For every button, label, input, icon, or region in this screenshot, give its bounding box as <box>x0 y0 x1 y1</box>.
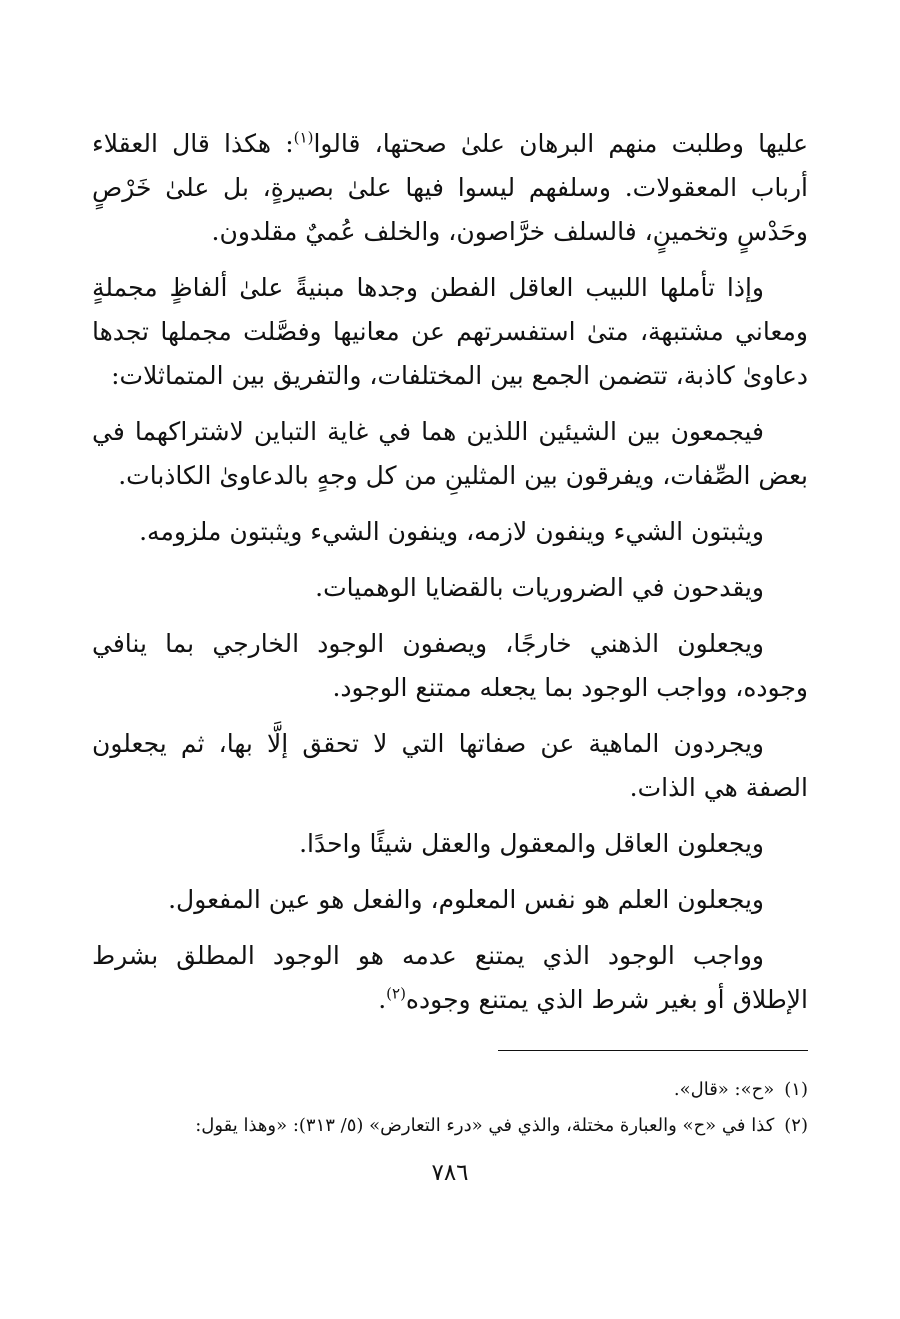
footnote-number: (٢) <box>784 1115 808 1136</box>
paragraph <box>92 266 808 398</box>
paragraph <box>92 722 808 810</box>
paragraph-text: ويقدحون في الضروريات بالقضايا الوهميات. <box>315 573 764 602</box>
paragraph <box>92 822 808 866</box>
paragraph-text: ويثبتون الشيء وينفون لازمه، وينفون الشيء ويثبتون ملزومه. <box>139 517 764 546</box>
paragraph-text: . <box>378 985 387 1014</box>
paragraph <box>92 622 808 710</box>
paragraph-text: وإذا تأملها اللبيب العاقل الفطن وجدها مبنيةً علىٰ ألفاظٍ مجملةٍ ومعاني مشتبهة، متىٰ استفسرتهم عن معانيها وفصَّلت مجملها تجدها دعاوىٰ كاذبة، تتضمن الجمع بين المختلفات، والتفريق بين المتماثلات: <box>92 273 808 390</box>
footnote <box>92 1072 808 1108</box>
paragraph-text: ويجردون الماهية عن صفاتها التي لا تحقق إلَّا بها، ثم يجعلون الصفة هي الذات. <box>92 729 808 802</box>
footnote-number: (١) <box>784 1079 808 1100</box>
paragraph-text: : هكذا قال العقلاء أرباب المعقولات. وسلفهم ليسوا فيها علىٰ بصيرةٍ، بل علىٰ خَرْصٍ وحَدْسٍ وتخمينٍ، فالسلف خرَّاصون، والخلف عُميٌ مقلدون. <box>92 129 808 246</box>
paragraph <box>92 510 808 554</box>
paragraph <box>92 934 808 1022</box>
footnote-reference: (١) <box>293 128 314 147</box>
footnote-text: كذا في «ح» والعبارة مختلة، والذي في «درء التعارض» (٥/ ٣١٣): «وهذا يقول: <box>195 1115 775 1136</box>
paragraph <box>92 410 808 498</box>
paragraph-text: عليها وطلبت منهم البرهان علىٰ صحتها، قالوا <box>313 129 808 158</box>
paragraph-text: وواجب الوجود الذي يمتنع عدمه هو الوجود المطلق بشرط الإطلاق أو بغير شرط الذي يمتنع وجوده <box>92 941 808 1014</box>
page-number: ٧٨٦ <box>431 1160 469 1186</box>
body-text <box>92 122 808 1022</box>
paragraph-text: ويجعلون العاقل والمعقول والعقل شيئًا واحدًا. <box>299 829 764 858</box>
footnote-text: «ح»: «قال». <box>673 1079 775 1100</box>
paragraph <box>92 122 808 254</box>
footnote-reference: (٢) <box>386 984 406 1003</box>
footnote-separator <box>498 1050 808 1051</box>
paragraph <box>92 878 808 922</box>
paragraph-text: فيجمعون بين الشيئين اللذين هما في غاية التباين لاشتراكهما في بعض الصِّفات، ويفرقون بين المثلينِ من كل وجهٍ بالدعاوىٰ الكاذبات. <box>92 417 808 490</box>
footnote <box>92 1108 808 1144</box>
footnotes <box>92 1072 808 1144</box>
paragraph-text: ويجعلون الذهني خارجًا، ويصفون الوجود الخارجي بما ينافي وجوده، وواجب الوجود بما يجعله ممتنع الوجود. <box>92 629 808 702</box>
paragraph <box>92 566 808 610</box>
paragraph-text: ويجعلون العلم هو نفس المعلوم، والفعل هو عين المفعول. <box>168 885 764 914</box>
